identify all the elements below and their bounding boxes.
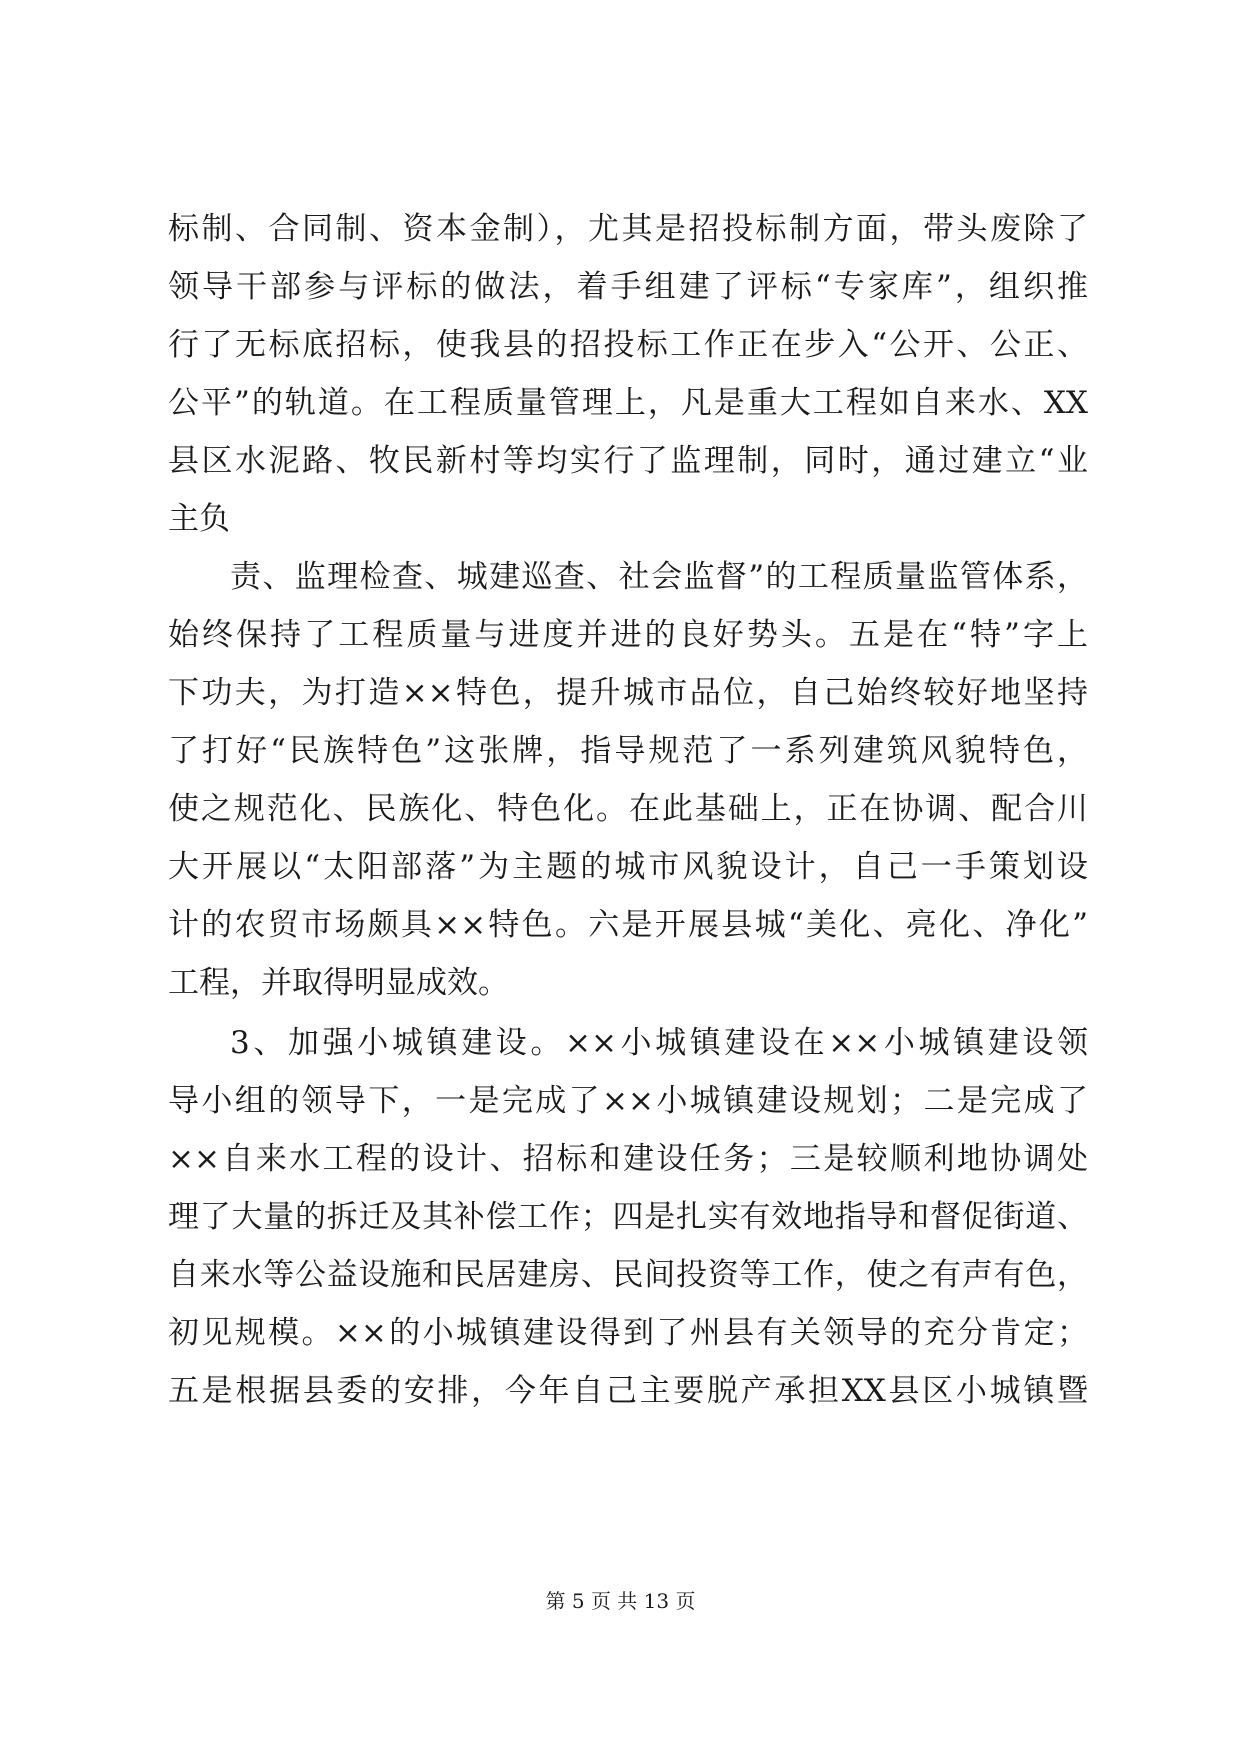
- paragraph-3-line-1: 3、加强小城镇建设。××小城镇建设在××小城镇建设领: [230, 1025, 1088, 1061]
- paragraph-1-line-3: 行了无标底招标，使我县的招投标工作正在步入“公开、公正、: [168, 327, 1088, 363]
- paragraph-1-line-5: 县区水泥路、牧民新村等均实行了监理制，同时，通过建立“业: [168, 443, 1088, 479]
- paragraph-2-line-7: 计的农贸市场颇具××特色。六是开展县城“美化、亮化、净化”: [168, 907, 1088, 943]
- paragraph-2-line-3: 下功夫，为打造××特色，提升城市品位，自己始终较好地坚持: [168, 675, 1088, 711]
- paragraph-2-line-5: 使之规范化、民族化、特色化。在此基础上，正在协调、配合川: [168, 791, 1088, 827]
- paragraph-2-line-6: 大开展以“太阳部落”为主题的城市风貌设计，自己一手策划设: [168, 849, 1088, 885]
- paragraph-2-line-8: 工程，并取得明显成效。: [168, 965, 509, 1001]
- paragraph-3-line-3: ××自来水工程的设计、招标和建设任务；三是较顺利地协调处: [168, 1141, 1088, 1177]
- paragraph-3-line-4: 理了大量的拆迁及其补偿工作；四是扎实有效地指导和督促街道、: [168, 1199, 1088, 1235]
- paragraph-3-line-6: 初见规模。××的小城镇建设得到了州县有关领导的充分肯定；: [168, 1315, 1088, 1351]
- paragraph-3-line-5: 自来水等公益设施和民居建房、民间投资等工作，使之有声有色，: [168, 1257, 1088, 1293]
- paragraph-1-line-2: 领导干部参与评标的做法，着手组建了评标“专家库”，组织推: [168, 269, 1088, 305]
- paragraph-3-line-2: 导小组的领导下，一是完成了××小城镇建设规划；二是完成了: [168, 1083, 1088, 1119]
- page-number-footer: 第 5 页 共 13 页: [545, 1589, 696, 1613]
- paragraph-2-line-4: 了打好“民族特色”这张牌，指导规范了一系列建筑风貌特色，: [168, 733, 1088, 769]
- paragraph-2-line-1: 责、监理检查、城建巡查、社会监督”的工程质量监管体系，: [230, 559, 1088, 595]
- paragraph-1-line-1: 标制、合同制、资本金制），尤其是招投标制方面，带头废除了: [168, 211, 1088, 247]
- paragraph-2-line-2: 始终保持了工程质量与进度并进的良好势头。五是在“特”字上: [168, 617, 1088, 653]
- paragraph-1-line-6: 主负: [168, 501, 230, 537]
- paragraph-1-line-4: 公平”的轨道。在工程质量管理上，凡是重大工程如自来水、XX: [168, 385, 1088, 421]
- paragraph-3-line-7: 五是根据县委的安排，今年自己主要脱产承担XX县区小城镇暨: [168, 1373, 1088, 1409]
